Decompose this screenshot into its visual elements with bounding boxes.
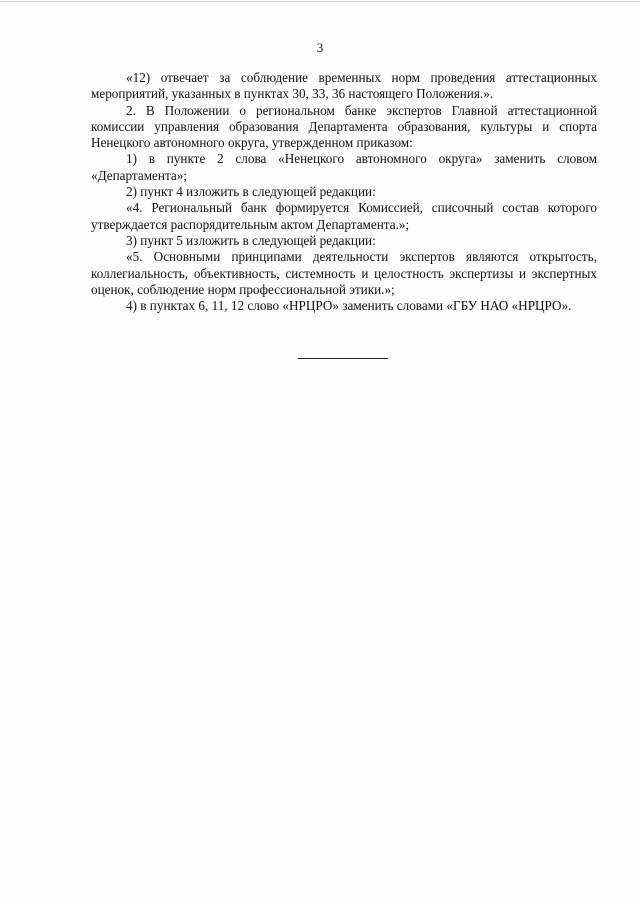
- end-divider-line: [298, 358, 388, 359]
- paragraph-section-2-intro: 2. В Положении о региональном банке экспертов Главной аттестационной комиссии управления образования Департамента образования, культуры и спорта Ненецкого автономного округа, утвержденном приказом:: [91, 102, 597, 151]
- paragraph-subitem-4: 4) в пунктах 6, 11, 12 слово «НРЦРО» заменить словами «ГБУ НАО «НРЦРО».: [126, 298, 572, 314]
- page-number: 3: [316, 40, 324, 55]
- scan-edge-line: [0, 1, 640, 2]
- paragraph-subitem-2: 2) пункт 4 изложить в следующей редакции:: [126, 184, 376, 200]
- paragraph-subitem-3: 3) пункт 5 изложить в следующей редакции:: [126, 232, 376, 248]
- paragraph-point-5-text: «5. Основными принципами деятельности экспертов являются открытость, коллегиальность, объективность, системность и целостность экспертизы и экспертных оценок, соблюдение норм профессиональной этики.»;: [91, 249, 597, 297]
- document-body: [91, 70, 597, 314]
- paragraph-subitem-1: 1) в пункте 2 слова «Ненецкого автономного округа» заменить словом «Департамента»;: [91, 151, 597, 183]
- paragraph-point-4-text: «4. Региональный банк формируется Комиссией, списочный состав которого утверждается распорядительным актом Департамента.»;: [91, 200, 597, 232]
- paragraph-item-12: «12) отвечает за соблюдение временных норм проведения аттестационных мероприятий, указанных в пунктах 30, 33, 36 настоящего Положения.».: [91, 70, 597, 102]
